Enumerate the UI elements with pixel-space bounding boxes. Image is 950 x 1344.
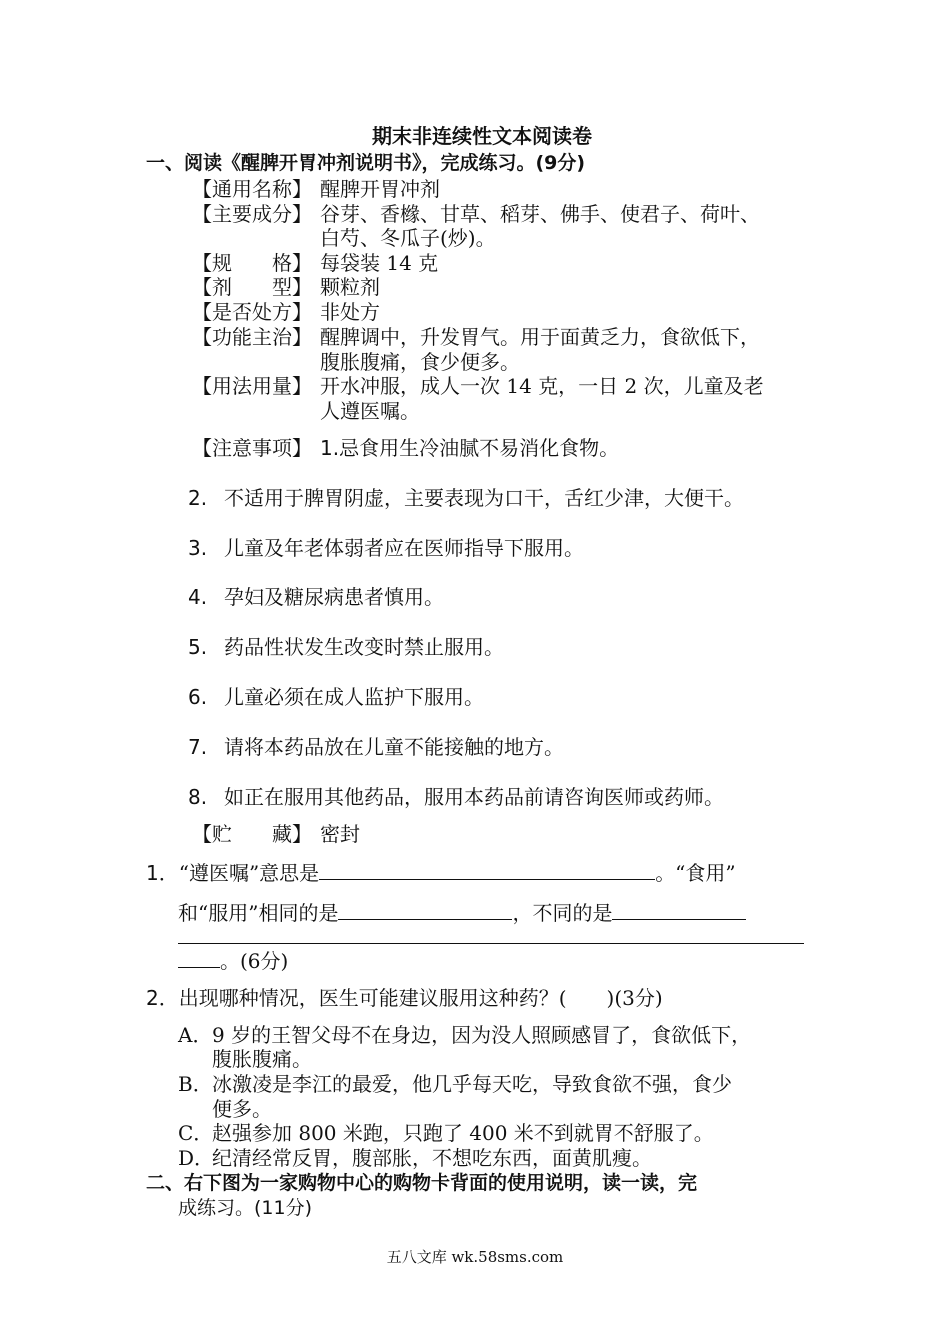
question-1-line-1 xyxy=(146,859,736,885)
note-item xyxy=(188,735,564,759)
option-b[interactable] xyxy=(178,1072,732,1096)
answer-blank-end[interactable] xyxy=(178,947,220,968)
note-num: 7. xyxy=(188,735,208,759)
field-ingredients xyxy=(192,202,760,226)
section-2-heading-cont: 成练习。(11分) xyxy=(178,1197,313,1219)
section-2-heading: 二、右下图为一家购物中心的购物卡背面的使用说明，读一读，完 xyxy=(146,1172,698,1194)
field-usage xyxy=(192,374,764,398)
field-notes xyxy=(192,436,619,460)
field-label: 【剂 型】 xyxy=(192,275,312,299)
field-label: 【用法用量】 xyxy=(192,374,312,398)
note-num: 3. xyxy=(188,536,208,560)
question-text: ，不同的是 xyxy=(512,901,613,925)
option-text: 赵强参加 800 米跑，只跑了 400 米不到就胃不舒服了。 xyxy=(212,1121,714,1145)
field-label: 【通用名称】 xyxy=(192,177,312,201)
option-text: 冰激凌是李江的最爱，他几乎每天吃，导致食欲不强，食少 xyxy=(212,1072,732,1096)
note-text: 儿童必须在成人监护下服用。 xyxy=(224,685,484,709)
option-d[interactable] xyxy=(178,1146,652,1170)
option-letter: B． xyxy=(178,1072,213,1096)
answer-blank-same[interactable] xyxy=(338,899,512,920)
field-label: 【是否处方】 xyxy=(192,300,312,324)
field-value: 谷芽、香橼、甘草、稻芽、佛手、使君子、荷叶、 xyxy=(320,202,760,226)
field-label: 【主要成分】 xyxy=(192,202,312,226)
answer-blank-meaning[interactable] xyxy=(319,859,655,880)
field-value: 非处方 xyxy=(320,300,380,324)
note-text: 药品性状发生改变时禁止服用。 xyxy=(224,635,504,659)
field-value: 开水冲服，成人一次 14 克，一日 2 次，儿童及老 xyxy=(320,374,764,398)
option-a-cont: 腹胀腹痛。 xyxy=(212,1047,312,1071)
note-num: 5. xyxy=(188,635,208,659)
question-number: 2． xyxy=(146,986,179,1010)
field-spec xyxy=(192,251,438,275)
section-1-heading: 一、阅读《醒脾开胃冲剂说明书》，完成练习。(9分) xyxy=(146,152,586,174)
field-value: 密封 xyxy=(320,822,360,846)
field-label: 【规 格】 xyxy=(192,251,312,275)
field-value: 醒脾开胃冲剂 xyxy=(320,177,440,201)
note-item xyxy=(188,536,584,560)
question-text: 。(6分) xyxy=(220,949,289,973)
field-storage xyxy=(192,822,360,846)
option-b-cont: 便多。 xyxy=(212,1097,272,1121)
note-item xyxy=(188,785,724,809)
note-num: 2. xyxy=(188,486,208,510)
note-text: 忌食用生冷油腻不易消化食物。 xyxy=(339,436,620,460)
question-2-stem xyxy=(146,986,663,1010)
field-label: 【注意事项】 xyxy=(192,436,312,460)
note-text: 请将本药品放在儿童不能接触的地方。 xyxy=(224,735,564,759)
field-ingredients-cont: 白芍、冬瓜子(炒)。 xyxy=(320,226,496,250)
note-num: 4. xyxy=(188,585,208,609)
note-item xyxy=(188,486,744,510)
page-title: 期末非连续性文本阅读卷 xyxy=(372,124,592,148)
note-num: 6. xyxy=(188,685,208,709)
field-generic-name xyxy=(192,177,440,201)
note-item xyxy=(188,585,444,609)
question-text: 。“食用” xyxy=(655,861,736,885)
field-value: 醒脾调中，升发胃气。用于面黄乏力，食欲低下， xyxy=(320,325,760,349)
note-text: 如正在服用其他药品，服用本药品前请咨询医师或药师。 xyxy=(224,785,724,809)
answer-blank-different[interactable] xyxy=(612,899,746,920)
field-label: 【贮 藏】 xyxy=(192,822,312,846)
note-text: 儿童及年老体弱者应在医师指导下服用。 xyxy=(224,536,584,560)
question-1-line-4 xyxy=(178,947,288,973)
note-text: 孕妇及糖尿病患者慎用。 xyxy=(224,585,444,609)
footer-watermark: 五八文库 wk.58sms.com xyxy=(386,1248,564,1266)
note-text: 不适用于脾胃阴虚，主要表现为口干，舌红少津，大便干。 xyxy=(224,486,744,510)
field-value: 每袋装 14 克 xyxy=(320,251,439,275)
field-function-cont: 腹胀腹痛，食少便多。 xyxy=(320,350,520,374)
note-num: 1. xyxy=(320,436,340,460)
question-1-line-2 xyxy=(178,899,746,925)
option-c[interactable] xyxy=(178,1121,714,1145)
field-prescription xyxy=(192,300,380,324)
option-letter: D． xyxy=(178,1146,215,1170)
field-label: 【功能主治】 xyxy=(192,325,312,349)
answer-blank-line[interactable] xyxy=(178,943,804,944)
option-letter: A． xyxy=(178,1023,213,1047)
field-value: 颗粒剂 xyxy=(320,275,380,299)
note-item xyxy=(188,685,484,709)
question-text: 和“服用”相同的是 xyxy=(178,901,339,925)
option-a[interactable] xyxy=(178,1023,751,1047)
question-text: 出现哪种情况，医生可能建议服用这种药？( )(3分) xyxy=(178,986,663,1010)
option-letter: C． xyxy=(178,1121,214,1145)
field-usage-cont: 人遵医嘱。 xyxy=(320,399,420,423)
question-text: “遵医嘱”意思是 xyxy=(178,861,320,885)
option-text: 纪清经常反胃，腹部胀，不想吃东西，面黄肌瘦。 xyxy=(212,1146,652,1170)
field-function xyxy=(192,325,760,349)
note-num: 8. xyxy=(188,785,208,809)
question-number: 1． xyxy=(146,861,179,885)
field-dosage-form xyxy=(192,275,380,299)
option-text: 9 岁的王智父母不在身边，因为没人照顾感冒了，食欲低下， xyxy=(212,1023,752,1047)
note-item xyxy=(188,635,504,659)
